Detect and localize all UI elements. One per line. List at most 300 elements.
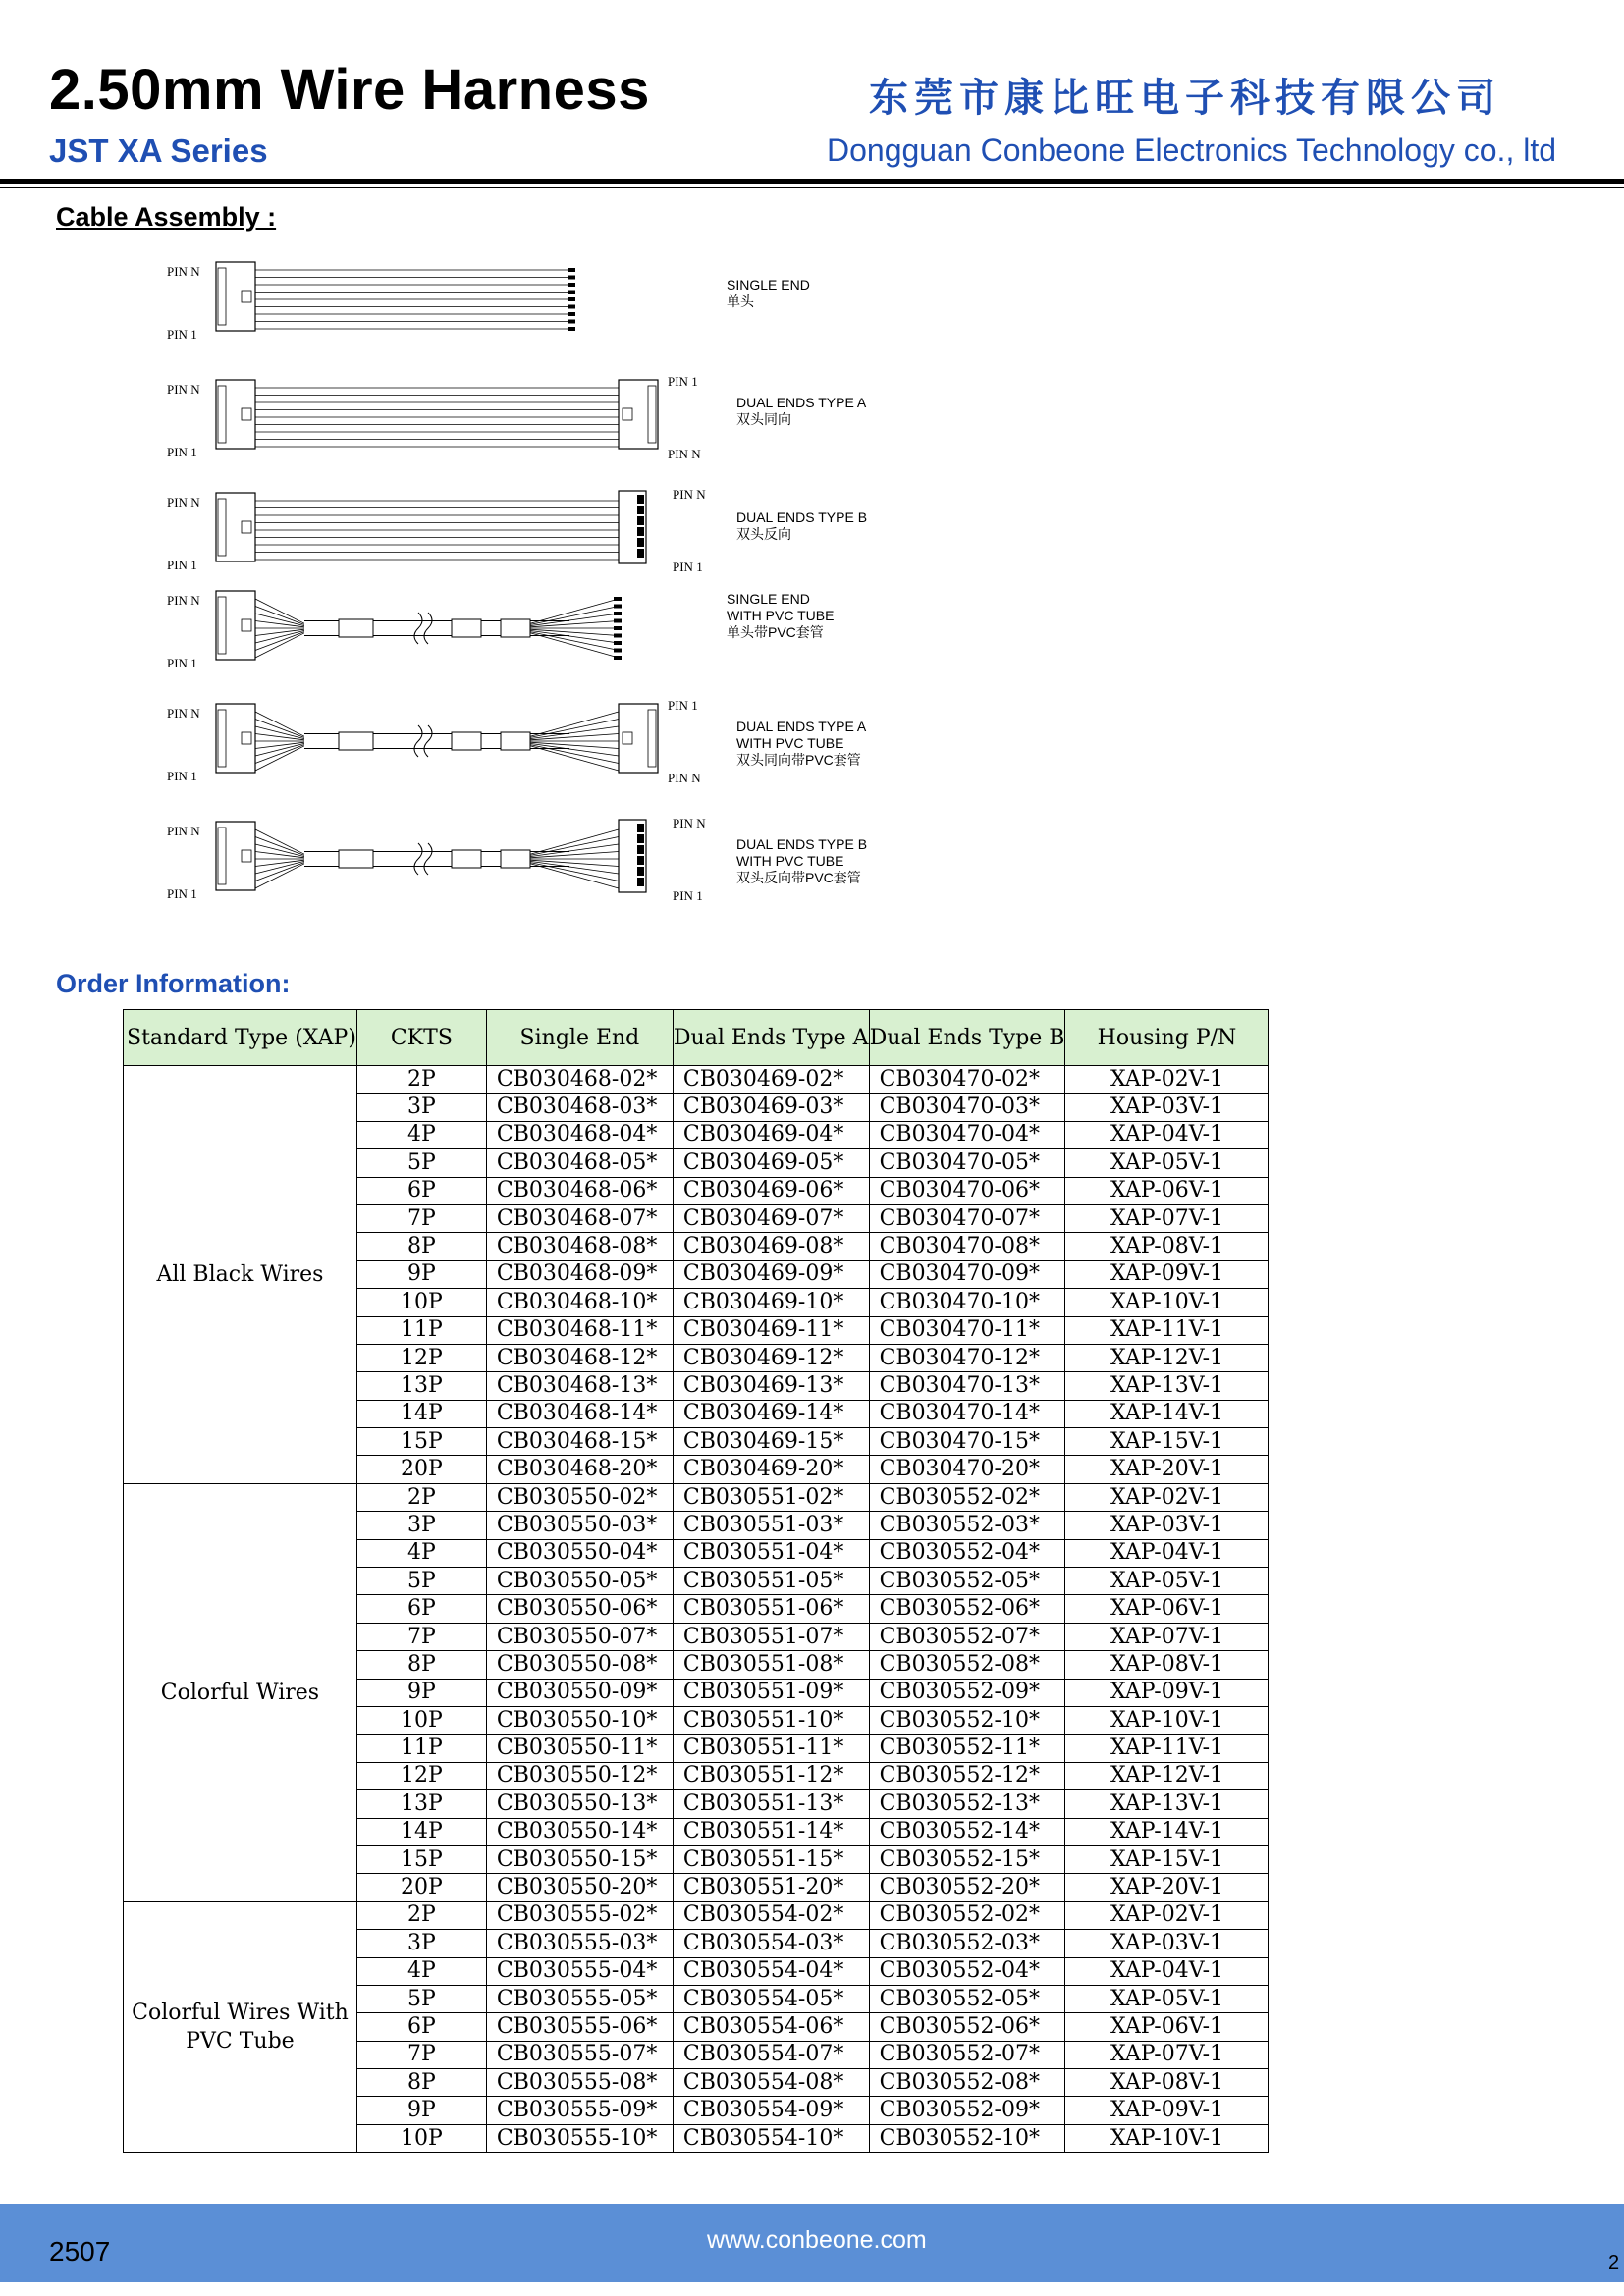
dual-ends-b-cell: CB030470-05* [869,1149,1065,1177]
housing-pn-cell: XAP-08V-1 [1065,1651,1269,1679]
housing-pn-cell: XAP-09V-1 [1065,2097,1269,2124]
dual-ends-b-cell: CB030470-13* [869,1372,1065,1400]
ckts-cell: 14P [356,1818,486,1845]
single-end-cell: CB030550-11* [486,1735,673,1762]
pin-n-label: PIN N [167,495,200,509]
dual-ends-a-cell: CB030469-15* [673,1428,869,1456]
connector-housing [216,591,255,660]
ckts-cell: 8P [356,1233,486,1260]
wire-end [568,291,575,294]
dual-ends-a-cell: CB030469-12* [673,1344,869,1371]
pin-1-label: PIN 1 [673,888,703,903]
ckts-cell: 5P [356,1568,486,1595]
pin-1-label: PIN 1 [167,656,197,670]
connector-pin [637,495,644,504]
dual-ends-b-cell: CB030552-14* [869,1818,1065,1845]
company-name-english: Dongguan Conbeone Electronics Technology co., ltd [827,133,1557,168]
ckts-cell: 5P [356,1149,486,1177]
dual-ends-a-cell: CB030551-15* [673,1845,869,1873]
dual-ends-b-cell: CB030470-09* [869,1260,1065,1288]
pvc-tube [452,850,481,868]
ckts-cell: 5P [356,1985,486,2012]
dual-ends-b-cell: CB030552-02* [869,1483,1065,1511]
pin-n-label: PIN N [167,706,200,721]
connector-pin [637,834,644,843]
wire-end [614,605,622,609]
housing-pn-cell: XAP-12V-1 [1065,1344,1269,1371]
dual-ends-b-cell: CB030552-05* [869,1985,1065,2012]
wire-end [568,320,575,324]
assembly-type-label: DUAL ENDS TYPE B [736,509,868,525]
dual-ends-b-cell: CB030470-15* [869,1428,1065,1456]
table-row [124,1066,1269,1094]
dual-ends-a-cell: CB030551-03* [673,1512,869,1539]
pin-n-label: PIN N [167,382,200,397]
single-end-cell: CB030550-03* [486,1512,673,1539]
single-end-cell: CB030555-06* [486,2013,673,2041]
pvc-tube [339,732,373,750]
pin-1-label: PIN 1 [668,698,698,713]
dual-ends-b-cell: CB030470-10* [869,1289,1065,1316]
assembly-type-label: SINGLE END [727,277,810,293]
column-header: Housing P/N [1065,1010,1269,1066]
ckts-cell: 13P [356,1790,486,1818]
cable-assembly-heading: Cable Assembly : [56,202,277,232]
dual-ends-b-cell: CB030552-05* [869,1568,1065,1595]
dual-ends-b-cell: CB030552-04* [869,1539,1065,1567]
column-header: Standard Type (XAP) [124,1010,357,1066]
ckts-cell: 9P [356,2097,486,2124]
dual-ends-a-cell: CB030469-05* [673,1149,869,1177]
dual-ends-b-cell: CB030552-09* [869,2097,1065,2124]
wire-end [614,641,622,645]
single-end-cell: CB030555-05* [486,1985,673,2012]
pin-1-label: PIN 1 [167,445,197,459]
pin-n-label: PIN N [673,816,706,830]
connector-housing [216,380,255,449]
housing-pn-cell: XAP-13V-1 [1065,1790,1269,1818]
single-end-cell: CB030555-02* [486,1901,673,1929]
single-end-cell: CB030468-03* [486,1094,673,1121]
ckts-cell: 9P [356,1260,486,1288]
pvc-tube [501,619,530,637]
wire-end [568,327,575,331]
single-end-cell: CB030468-06* [486,1177,673,1204]
housing-pn-cell: XAP-02V-1 [1065,1066,1269,1094]
wire-end [568,312,575,316]
connector-pin [637,867,644,876]
housing-pn-cell: XAP-02V-1 [1065,1901,1269,1929]
ckts-cell: 13P [356,1372,486,1400]
housing-pn-cell: XAP-06V-1 [1065,2013,1269,2041]
wire-end [568,297,575,301]
ckts-cell: 7P [356,1204,486,1232]
connector-pin [637,516,644,525]
connector-housing [216,493,255,561]
wire-end [614,649,622,653]
dual-ends-a-cell: CB030469-11* [673,1316,869,1344]
ckts-cell: 6P [356,2013,486,2041]
dual-ends-a-cell: CB030551-13* [673,1790,869,1818]
housing-pn-cell: XAP-05V-1 [1065,1985,1269,2012]
dual-ends-a-cell: CB030551-14* [673,1818,869,1845]
housing-pn-cell: XAP-06V-1 [1065,1595,1269,1623]
housing-pn-cell: XAP-15V-1 [1065,1428,1269,1456]
ckts-cell: 3P [356,1512,486,1539]
column-header: Dual Ends Type B [869,1010,1065,1066]
wire-end [568,283,575,287]
housing-pn-cell: XAP-11V-1 [1065,1735,1269,1762]
page-title: 2.50mm Wire Harness [49,58,650,122]
single-end-cell: CB030468-10* [486,1289,673,1316]
pin-n-label: PIN N [167,824,200,838]
dual-ends-b-cell: CB030470-06* [869,1177,1065,1204]
housing-pn-cell: XAP-08V-1 [1065,1233,1269,1260]
group-type-cell: Colorful Wires [124,1483,357,1901]
header-rule-thick [0,179,1624,184]
dual-ends-b-cell: CB030552-13* [869,1790,1065,1818]
dual-ends-a-cell: CB030469-07* [673,1204,869,1232]
single-end-cell: CB030555-08* [486,2069,673,2097]
connector-pin [637,527,644,536]
dual-ends-a-cell: CB030551-02* [673,1483,869,1511]
assembly-type-label-cn: 双头同向 [736,411,791,427]
dual-ends-a-cell: CB030551-09* [673,1679,869,1706]
connector-housing [619,380,658,449]
single-end-cell: CB030468-08* [486,1233,673,1260]
dual-ends-a-cell: CB030554-03* [673,1930,869,1957]
housing-pn-cell: XAP-09V-1 [1065,1679,1269,1706]
ckts-cell: 6P [356,1595,486,1623]
company-name-chinese: 东莞市康比旺电子科技有限公司 [869,75,1501,121]
ckts-cell: 15P [356,1428,486,1456]
ckts-cell: 3P [356,1094,486,1121]
dual-ends-a-cell: CB030469-02* [673,1066,869,1094]
ckts-cell: 11P [356,1735,486,1762]
housing-pn-cell: XAP-09V-1 [1065,1260,1269,1288]
dual-ends-a-cell: CB030469-08* [673,1233,869,1260]
dual-ends-b-cell: CB030470-14* [869,1400,1065,1427]
ckts-cell: 12P [356,1344,486,1371]
dual-ends-a-cell: CB030551-08* [673,1651,869,1679]
ckts-cell: 8P [356,1651,486,1679]
connector-pin [637,856,644,865]
connector-housing [216,262,255,331]
dual-ends-a-cell: CB030469-04* [673,1121,869,1148]
housing-pn-cell: XAP-08V-1 [1065,2069,1269,2097]
housing-pn-cell: XAP-14V-1 [1065,1818,1269,1845]
housing-pn-cell: XAP-11V-1 [1065,1316,1269,1344]
table-header-row [124,1010,1269,1066]
dual-ends-b-cell: CB030470-12* [869,1344,1065,1371]
single-end-cell: CB030550-12* [486,1762,673,1789]
housing-pn-cell: XAP-03V-1 [1065,1930,1269,1957]
dual-ends-b-cell: CB030552-07* [869,1623,1065,1650]
dual-ends-a-cell: CB030554-05* [673,1985,869,2012]
housing-pn-cell: XAP-03V-1 [1065,1512,1269,1539]
pvc-tube [452,732,481,750]
housing-pn-cell: XAP-07V-1 [1065,1623,1269,1650]
single-end-cell: CB030555-10* [486,2124,673,2152]
connector-pin [637,549,644,558]
single-end-cell: CB030550-07* [486,1623,673,1650]
ckts-cell: 10P [356,1706,486,1734]
single-end-cell: CB030468-05* [486,1149,673,1177]
dual-ends-b-cell: CB030552-04* [869,1957,1065,1985]
dual-ends-a-cell: CB030469-13* [673,1372,869,1400]
connector-housing [216,704,255,773]
connector-pin [637,506,644,514]
wire-end [614,597,622,601]
housing-pn-cell: XAP-12V-1 [1065,1762,1269,1789]
single-end-cell: CB030468-14* [486,1400,673,1427]
single-end-cell: CB030550-02* [486,1483,673,1511]
pvc-tube [339,619,373,637]
housing-pn-cell: XAP-20V-1 [1065,1456,1269,1483]
assembly-type-label: WITH PVC TUBE [736,735,844,751]
dual-ends-a-cell: CB030554-07* [673,2041,869,2068]
dual-ends-a-cell: CB030551-04* [673,1539,869,1567]
ckts-cell: 7P [356,1623,486,1650]
pin-1-label: PIN 1 [167,769,197,783]
pin-1-label: PIN 1 [167,558,197,572]
assembly-type-label: SINGLE END [727,591,810,607]
single-end-cell: CB030468-15* [486,1428,673,1456]
ckts-cell: 6P [356,1177,486,1204]
page-number: 2 [1608,2252,1620,2273]
housing-pn-cell: XAP-04V-1 [1065,1539,1269,1567]
wire-end [614,656,622,660]
dual-ends-b-cell: CB030552-06* [869,1595,1065,1623]
dual-ends-b-cell: CB030470-20* [869,1456,1065,1483]
single-end-cell: CB030468-07* [486,1204,673,1232]
order-information-heading: Order Information: [56,969,291,998]
pvc-tube [339,850,373,868]
connector-pin [637,878,644,886]
single-end-cell: CB030550-15* [486,1845,673,1873]
housing-pn-cell: XAP-04V-1 [1065,1121,1269,1148]
wire-end [614,612,622,615]
ckts-cell: 10P [356,2124,486,2152]
table-row [124,1901,1269,1929]
connector-pin [637,824,644,832]
single-end-cell: CB030550-13* [486,1790,673,1818]
dual-ends-b-cell: CB030552-11* [869,1735,1065,1762]
wire-end [568,276,575,280]
ckts-cell: 12P [356,1762,486,1789]
pvc-tube [501,732,530,750]
single-end-cell: CB030555-07* [486,2041,673,2068]
dual-ends-a-cell: CB030551-10* [673,1706,869,1734]
wire-end [568,305,575,309]
dual-ends-b-cell: CB030552-08* [869,1651,1065,1679]
single-end-cell: CB030468-12* [486,1344,673,1371]
dual-ends-b-cell: CB030552-08* [869,2069,1065,2097]
dual-ends-a-cell: CB030469-14* [673,1400,869,1427]
dual-ends-a-cell: CB030551-07* [673,1623,869,1650]
housing-pn-cell: XAP-05V-1 [1065,1149,1269,1177]
column-header: Single End [486,1010,673,1066]
dual-ends-b-cell: CB030552-03* [869,1512,1065,1539]
connector-housing [619,704,658,773]
ckts-cell: 4P [356,1957,486,1985]
cable-assembly-diagram [157,250,903,918]
pin-1-label: PIN 1 [668,374,698,389]
column-header: Dual Ends Type A [673,1010,869,1066]
wire-end [614,626,622,630]
dual-ends-a-cell: CB030554-04* [673,1957,869,1985]
dual-ends-b-cell: CB030470-03* [869,1094,1065,1121]
dual-ends-b-cell: CB030552-10* [869,1706,1065,1734]
housing-pn-cell: XAP-20V-1 [1065,1874,1269,1901]
series-subtitle: JST XA Series [49,133,268,169]
dual-ends-b-cell: CB030552-10* [869,2124,1065,2152]
table-row [124,1483,1269,1511]
ckts-cell: 2P [356,1901,486,1929]
assembly-type-label-cn: 单头带PVC套管 [727,624,824,640]
dual-ends-a-cell: CB030551-05* [673,1568,869,1595]
pin-n-label: PIN N [668,447,701,461]
pin-1-label: PIN 1 [167,886,197,901]
dual-ends-b-cell: CB030470-04* [869,1121,1065,1148]
ckts-cell: 2P [356,1483,486,1511]
pin-n-label: PIN N [167,264,200,279]
website-url[interactable]: www.conbeone.com [707,2226,927,2254]
wire-end [568,268,575,272]
dual-ends-b-cell: CB030552-03* [869,1930,1065,1957]
dual-ends-b-cell: CB030552-12* [869,1762,1065,1789]
pin-n-label: PIN N [673,487,706,502]
single-end-cell: CB030468-13* [486,1372,673,1400]
pin-n-label: PIN N [668,771,701,785]
wire-end [614,619,622,623]
single-end-cell: CB030555-09* [486,2097,673,2124]
dual-ends-b-cell: CB030552-09* [869,1679,1065,1706]
assembly-type-label-cn: 双头反向带PVC套管 [736,870,861,885]
housing-pn-cell: XAP-10V-1 [1065,2124,1269,2152]
assembly-type-label-cn: 单头 [727,294,754,309]
assembly-type-label-cn: 双头同向带PVC套管 [736,752,861,768]
single-end-cell: CB030468-04* [486,1121,673,1148]
dual-ends-b-cell: CB030552-07* [869,2041,1065,2068]
dual-ends-a-cell: CB030554-08* [673,2069,869,2097]
assembly-type-label: DUAL ENDS TYPE A [736,395,867,410]
housing-pn-cell: XAP-13V-1 [1065,1372,1269,1400]
single-end-cell: CB030550-09* [486,1679,673,1706]
column-header: CKTS [356,1010,486,1066]
single-end-cell: CB030550-08* [486,1651,673,1679]
ckts-cell: 20P [356,1456,486,1483]
single-end-cell: CB030550-10* [486,1706,673,1734]
dual-ends-a-cell: CB030469-20* [673,1456,869,1483]
dual-ends-a-cell: CB030554-06* [673,2013,869,2041]
connector-housing [216,822,255,890]
single-end-cell: CB030555-03* [486,1930,673,1957]
dual-ends-a-cell: CB030551-12* [673,1762,869,1789]
ckts-cell: 4P [356,1121,486,1148]
dual-ends-b-cell: CB030470-02* [869,1066,1065,1094]
housing-pn-cell: XAP-14V-1 [1065,1400,1269,1427]
housing-pn-cell: XAP-03V-1 [1065,1094,1269,1121]
housing-pn-cell: XAP-05V-1 [1065,1568,1269,1595]
ckts-cell: 10P [356,1289,486,1316]
housing-pn-cell: XAP-07V-1 [1065,1204,1269,1232]
housing-pn-cell: XAP-02V-1 [1065,1483,1269,1511]
ckts-cell: 20P [356,1874,486,1901]
assembly-type-label: WITH PVC TUBE [727,608,835,623]
dual-ends-b-cell: CB030552-15* [869,1845,1065,1873]
pvc-tube [501,850,530,868]
assembly-type-label-cn: 双头反向 [736,526,791,542]
ckts-cell: 8P [356,2069,486,2097]
dual-ends-a-cell: CB030469-03* [673,1094,869,1121]
single-end-cell: CB030468-09* [486,1260,673,1288]
assembly-type-label: DUAL ENDS TYPE A [736,719,867,734]
single-end-cell: CB030468-20* [486,1456,673,1483]
dual-ends-b-cell: CB030552-06* [869,2013,1065,2041]
connector-pin [637,538,644,547]
dual-ends-a-cell: CB030554-02* [673,1901,869,1929]
single-end-cell: CB030555-04* [486,1957,673,1985]
dual-ends-b-cell: CB030470-08* [869,1233,1065,1260]
single-end-cell: CB030550-20* [486,1874,673,1901]
dual-ends-a-cell: CB030554-10* [673,2124,869,2152]
document-code: 2507 [49,2236,111,2267]
single-end-cell: CB030550-05* [486,1568,673,1595]
header-rule-thin [0,187,1624,188]
pvc-tube [452,619,481,637]
assembly-type-label: DUAL ENDS TYPE B [736,836,868,852]
single-end-cell: CB030550-06* [486,1595,673,1623]
dual-ends-a-cell: CB030469-06* [673,1177,869,1204]
housing-pn-cell: XAP-07V-1 [1065,2041,1269,2068]
ckts-cell: 11P [356,1316,486,1344]
wire-end [614,634,622,638]
housing-pn-cell: XAP-10V-1 [1065,1289,1269,1316]
dual-ends-b-cell: CB030470-07* [869,1204,1065,1232]
housing-pn-cell: XAP-06V-1 [1065,1177,1269,1204]
ckts-cell: 4P [356,1539,486,1567]
group-type-cell: All Black Wires [124,1066,357,1484]
ckts-cell: 15P [356,1845,486,1873]
dual-ends-b-cell: CB030552-02* [869,1901,1065,1929]
group-type-cell: Colorful Wires With PVC Tube [124,1901,357,2153]
housing-pn-cell: XAP-10V-1 [1065,1706,1269,1734]
assembly-type-label: WITH PVC TUBE [736,853,844,869]
order-information-table [123,1009,1269,2153]
ckts-cell: 9P [356,1679,486,1706]
dual-ends-a-cell: CB030469-10* [673,1289,869,1316]
pin-1-label: PIN 1 [167,327,197,342]
dual-ends-b-cell: CB030470-11* [869,1316,1065,1344]
dual-ends-a-cell: CB030469-09* [673,1260,869,1288]
ckts-cell: 2P [356,1066,486,1094]
pin-1-label: PIN 1 [673,560,703,574]
housing-pn-cell: XAP-15V-1 [1065,1845,1269,1873]
dual-ends-a-cell: CB030551-11* [673,1735,869,1762]
ckts-cell: 14P [356,1400,486,1427]
pin-n-label: PIN N [167,593,200,608]
single-end-cell: CB030550-14* [486,1818,673,1845]
single-end-cell: CB030468-11* [486,1316,673,1344]
connector-pin [637,845,644,854]
dual-ends-a-cell: CB030551-06* [673,1595,869,1623]
dual-ends-a-cell: CB030554-09* [673,2097,869,2124]
single-end-cell: CB030550-04* [486,1539,673,1567]
ckts-cell: 7P [356,2041,486,2068]
single-end-cell: CB030468-02* [486,1066,673,1094]
dual-ends-b-cell: CB030552-20* [869,1874,1065,1901]
